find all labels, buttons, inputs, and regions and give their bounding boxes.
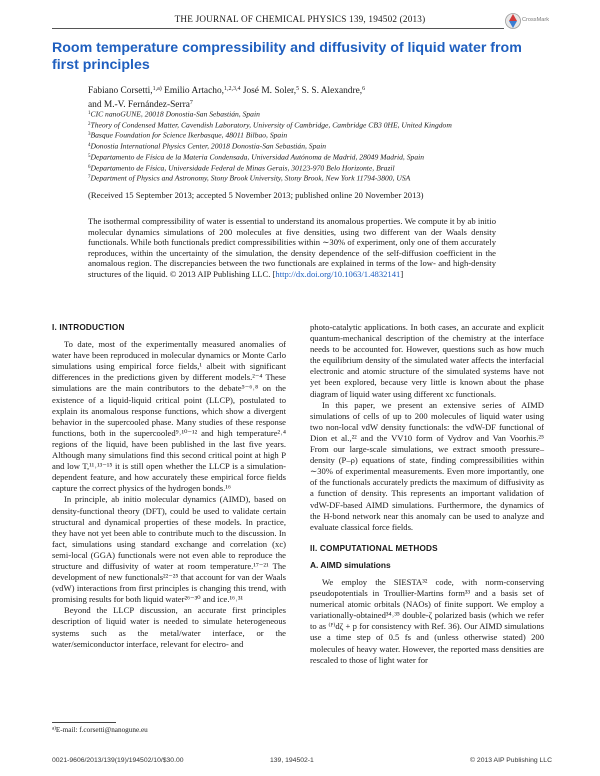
footnote bbox=[52, 726, 148, 734]
affiliation-number: 1 bbox=[88, 111, 91, 116]
crossmark-label: CrossMark bbox=[522, 17, 550, 23]
affiliation-number: 3 bbox=[88, 132, 91, 138]
footnote-email[interactable]: E-mail: f.corsetti@nanogune.eu bbox=[55, 726, 148, 734]
author-sup: 1,2,3,4 bbox=[223, 86, 241, 92]
abstract-text: The isothermal compressibility of water is essential to understand its anomalous properties. We compute it by ab initio molecular dynamics simulations of 200 molecules at five densities, using two different van der Waals density functionals. While both functionals predict compressibilities within ∼30% of experiment, only one of them accurately reproduces, within the uncertainty of the simulation, the density dependence of the self-diffusion coefficient in the anomalous region. The discrepancies between the two functionals are explained in terms of the low- and high-density structures of the liquid. © 2013 AIP Publishing LLC. [ bbox=[88, 216, 496, 279]
affiliation-text: Departamento de Física, Universidade Federal de Minas Gerais, 30123-970 Belo Horizonte, Brazil bbox=[90, 163, 395, 173]
section-heading-methods: II. COMPUTATIONAL METHODS bbox=[310, 543, 438, 553]
body-paragraph: In this paper, we present an extensive series of AIMD simulations of cells of up to 200 molecules of liquid water using two non-local vdW density functionals: the vdW-DF functional of Dion et al.,²² and the VV10 form of Vydrov and Van Voorhis.²⁵ From our large-scale simulations, we extract smooth pressure–density (P–ρ) equations of state, finding compressibilities within ∼30% of experimental measurements. Even more importantly, one of the functionals accurately predicts the maximum of diffusivity as a function of density. This represents an important validation of vdW-DF-based AIMD simulations. Furthermore, the dynamics of the H-bond network near this anomaly can be used to analyze and evaluate classical force fields. bbox=[310, 399, 544, 532]
affiliation-text: Theory of Condensed Matter, Cavendish Laboratory, University of Cambridge, Cambridge CB3 0HE, United Kingdom bbox=[90, 120, 452, 130]
footnote-marker: a) bbox=[52, 726, 56, 732]
affiliation-item bbox=[88, 141, 548, 152]
footer-copyright: © 2013 AIP Publishing LLC bbox=[470, 757, 552, 764]
header-rule bbox=[52, 28, 504, 29]
affiliation-text: Donostia International Physics Center, 20018 Donostia-San Sebastián, Spain bbox=[90, 141, 327, 151]
affiliation-number: 4 bbox=[88, 143, 91, 149]
body-paragraph: Beyond the LLCP discussion, an accurate first principles description of liquid water is needed to simulate heterogeneous systems such as the metal/water interface, or the water/semiconductor interface, relevant for electro- and bbox=[52, 605, 286, 649]
affiliation-number: 2 bbox=[88, 121, 91, 127]
affiliation-text: Department of Physics and Astronomy, Stony Brook University, Stony Brook, New York 11794-3800, USA bbox=[90, 173, 411, 183]
affiliation-item bbox=[88, 152, 548, 163]
abstract-end: ] bbox=[400, 268, 404, 279]
section-heading-introduction: I. INTRODUCTION bbox=[52, 323, 125, 332]
footer-page-number: 139, 194502-1 bbox=[270, 757, 314, 764]
subsection-heading-aimd: A. AIMD simulations bbox=[310, 559, 391, 570]
doi-link[interactable]: http://dx.doi.org/10.1063/1.4832141 bbox=[275, 268, 401, 279]
author-name: and M.-V. Fernández-Serra bbox=[88, 100, 190, 110]
affiliation-item bbox=[88, 173, 548, 184]
affiliation-number: 5 bbox=[88, 153, 91, 159]
author-sup: 5 bbox=[296, 86, 300, 92]
author-sup: 6 bbox=[362, 86, 366, 92]
abstract bbox=[88, 216, 496, 280]
left-column bbox=[52, 322, 286, 650]
affiliation-item bbox=[88, 163, 548, 174]
author-sup: 1,a) bbox=[152, 86, 162, 92]
author-name: S. S. Alexandre, bbox=[299, 86, 363, 96]
right-column bbox=[310, 322, 544, 666]
affiliation-list bbox=[88, 109, 548, 184]
journal-header: THE JOURNAL OF CHEMICAL PHYSICS 139, 194502 (2013) bbox=[174, 14, 426, 24]
author-name: Emilio Artacho, bbox=[161, 86, 224, 96]
affiliation-number: 6 bbox=[88, 164, 91, 170]
affiliation-text: Basque Foundation for Science Ikerbasque, 48011 Bilbao, Spain bbox=[90, 130, 288, 140]
body-paragraph: We employ the SIESTA³² code, with norm-conserving pseudopotentials in Troullier-Martins form³³ and a basis set of numerical atomic orbitals (NAOs) of finite support. We employ a variationally-obtained³⁴˒³⁵ double-ζ polarized basis (which we refer to as ⁽ᴾ⁾dζ + p for consistency with Ref. 36). Our AIMD simulations use a time step of 0.5 fs and (unless otherwise stated) 200 molecules of heavy water. However, the reported mass densities are rescaled to those of light water for bbox=[310, 576, 544, 665]
body-paragraph: In principle, ab initio molecular dynamics (AIMD), based on density-functional theory (DFT), could be used to validate certain structural and dynamical properties of these models. In practice, they have not yet been able to contribute much to the discussion. In fact, simulations using standard exchange and correlation (xc) semi-local (GGA) functionals were not even able to reproduce the structure and diffusivity of water at room temperature.¹⁷⁻²¹ The development of new functionals²²⁻²⁵ that account for van der Waals (vdW) interactions from first principles is changing this trend, with promising results for both liquid water²⁶⁻³⁰ and ice.¹⁶˒³¹ bbox=[52, 494, 286, 605]
affiliation-text: CIC nanoGUNE, 20018 Donostia-San Sebastián, Spain bbox=[90, 109, 260, 119]
body-paragraph: To date, most of the experimentally measured anomalies of water have been reproduced in molecular dynamics or Monte Carlo simulations using empirical force fields,¹ albeit with significant differences in the predictions given by different models.²⁻⁴ These simulations are the main contributors to the debate⁵⁻⁶˒⁸ on the existence of a liquid-liquid critical point (LLCP), postulated to explain its anomalous response functions, which show a divergent behavior in the supercooled phase. Many studies of these response functions, both in the supercooled⁹˒¹⁰⁻¹² and high temperature²˒⁴ regions of the liquid, have been published in the last five years. Although many simulations find this second critical point at high P and low T,¹¹˒¹³⁻¹⁵ it is still open whether the LLCP is a simulation-dependent feature, and how accurately these empirical force fields capture the correct physics of the hydrogen bonds.¹⁶ bbox=[52, 339, 286, 494]
footer-issn: 0021-9606/2013/139(19)/194502/10/$30.00 bbox=[52, 757, 184, 764]
body-paragraph: photo-catalytic applications. In both cases, an accurate and explicit quantum-mechanical description of the chemistry at the interface needs to be accounted for. However, questions such as how much the equilibrium density of the simulated water affects the interfacial electronic and atomic structure of the simulated systems have not yet been explored, because very little is known about the phase diagram of liquid water using different xc functionals. bbox=[310, 322, 544, 399]
affiliation-number: 7 bbox=[88, 175, 91, 181]
author-list bbox=[88, 83, 548, 111]
author-name: Fabiano Corsetti, bbox=[88, 86, 153, 96]
received-dates: (Received 15 September 2013; accepted 5 November 2013; published online 20 November 2013) bbox=[88, 190, 424, 200]
affiliation-item bbox=[88, 130, 548, 141]
author-name: José M. Soler, bbox=[240, 86, 297, 96]
author-sup: 7 bbox=[189, 100, 193, 106]
affiliation-item bbox=[88, 120, 548, 131]
affiliation-item bbox=[88, 109, 548, 120]
affiliation-text: Departamento de Física de la Materia Condensada, Universidad Autónoma de Madrid, 28049 Madrid, Spain bbox=[90, 152, 425, 162]
footnote-rule bbox=[52, 722, 116, 723]
paper-title: Room temperature compressibility and diffusivity of liquid water from first principles bbox=[52, 40, 522, 73]
